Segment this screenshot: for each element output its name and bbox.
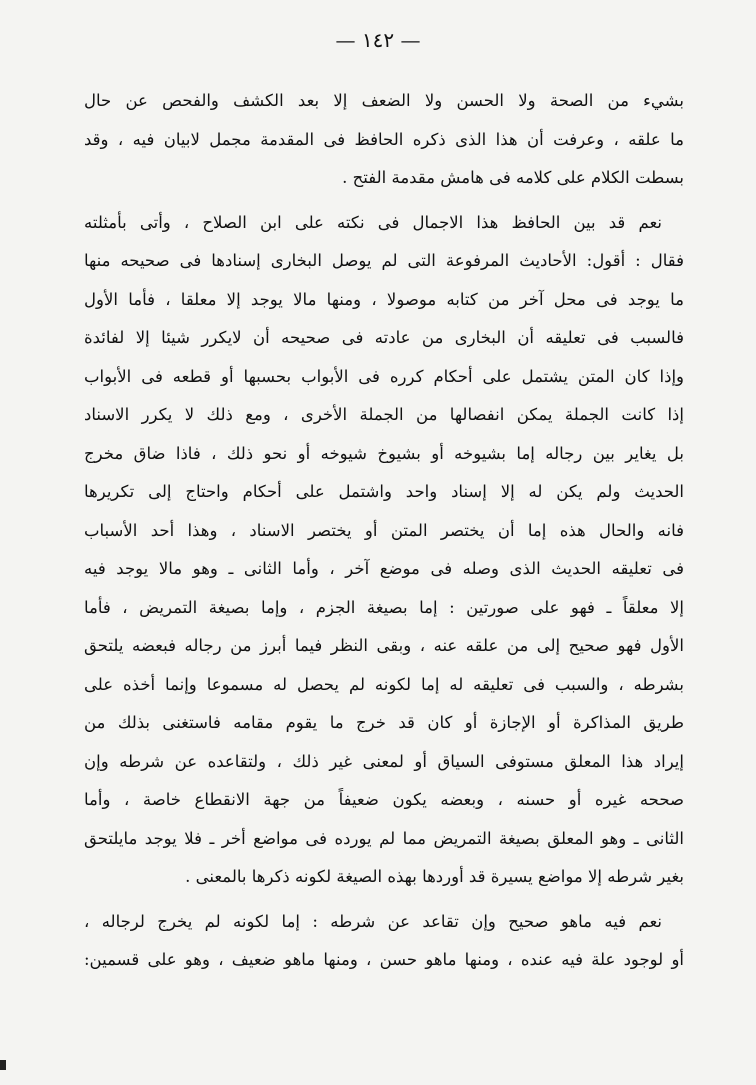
paragraph-3 [84,903,684,980]
text-line: إذا كانت الجملة يمكن انفصالها من الجملة الأخرى ، ومع ذلك لا يكرر الاسناد [84,405,684,424]
text-line: نعم فيه ماهو صحيح وإن تقاعد عن شرطه : إما لكونه لم يخرج لرجاله ، [84,911,662,931]
text-line: بل يغاير بين رجاله إما بشيوخه أو بشيوخ شيوخه أو نحو ذلك ، فاذا ضاق مخرج [84,443,684,463]
text-line: الثانى ـ وهو المعلق بصيغة التمريض مما لم يورده فى مواضع أخر ـ فلا يوجد مايلتحق [84,828,684,848]
text-line: صححه غيره أو حسنه ، وبعضه يكون ضعيفاً من جهة الانقطاع خاصة ، وأما [84,790,684,809]
scan-edge-mark [0,1060,6,1070]
text-line: فالسبب فى تعليقه أن البخارى من عادته فى صحيحه أن لايكرر شيئا إلا لفائدة [84,328,684,347]
text-line: الأول فهو صحيح إلى من علقه عنه ، وبقى النظر فيما أبرز من رجاله فبعضه يلتحق [84,636,684,655]
text-line: بسطت الكلام على كلامه فى هامش مقدمة الفتح . [342,168,684,187]
text-line: فقال : أقول: الأحاديث المرفوعة التى لم يوصل البخارى إسنادها فى صحيحه منها [84,251,684,270]
page-number: — ١٤٢ — [335,28,421,52]
text-line: أو لوجود علة فيه عنده ، ومنها ماهو حسن ، ومنها ماهو ضعيف ، وهو على قسمين: [84,950,684,969]
text-line: بشرطه ، والسبب فى تعليقه له إما لكونه لم يحصل له مسموعا وإنما أخذه على [84,674,684,694]
paragraph-1 [84,82,684,198]
text-line: إيراد هذا المعلق مستوفى السياق أو لمعنى غير ذلك ، ولتقاعده عن شرطه وإن [84,751,684,771]
text-line: فانه والحال هذه إما أن يختصر المتن أو يختصر الاسناد ، وهذا أحد الأسباب [84,520,684,540]
paragraph-2 [84,204,684,897]
text-line: بغير شرطه إلا مواضع يسيرة قد أوردها بهذه الصيغة لكونه ذكرها بالمعنى . [185,867,684,886]
text-line: إلا معلقاً ـ فهو على صورتين : إما بصيغة الجزم ، وإما بصيغة التمريض ، فأما [84,597,684,617]
text-line: بشيء من الصحة ولا الحسن ولا الضعف إلا بعد الكشف والفحص عن حال [84,91,684,110]
text-line: وإذا كان المتن يشتمل على أحكام كرره فى الأبواب بحسبها أو قطعه فى الأبواب [84,366,684,386]
text-line: ما علقه ، وعرفت أن هذا الذى ذكره الحافظ فى المقدمة مجمل لابيان فيه ، وقد [84,129,684,149]
page-body [84,82,684,980]
text-line: فى تعليقه الحديث الذى وصله فى موضع آخر ، وأما الثانى ـ وهو مالا يوجد فيه [84,559,684,578]
text-line: طريق المذاكرة أو الإجازة أو كان قد خرج ما يقوم مقامه فاستغنى بذلك من [84,713,684,732]
text-line: الحديث ولم يكن له إلا إسناد واحد واشتمل على أحكام واحتاج إلى تكريرها [84,482,684,501]
text-line: نعم قد بين الحافظ هذا الاجمال فى نكته على ابن الصلاح ، وأتى بأمثلته [84,212,662,232]
text-line: ما يوجد فى محل آخر من كتابه موصولا ، ومنها مالا يوجد إلا معلقا ، فأما الأول [84,289,684,309]
